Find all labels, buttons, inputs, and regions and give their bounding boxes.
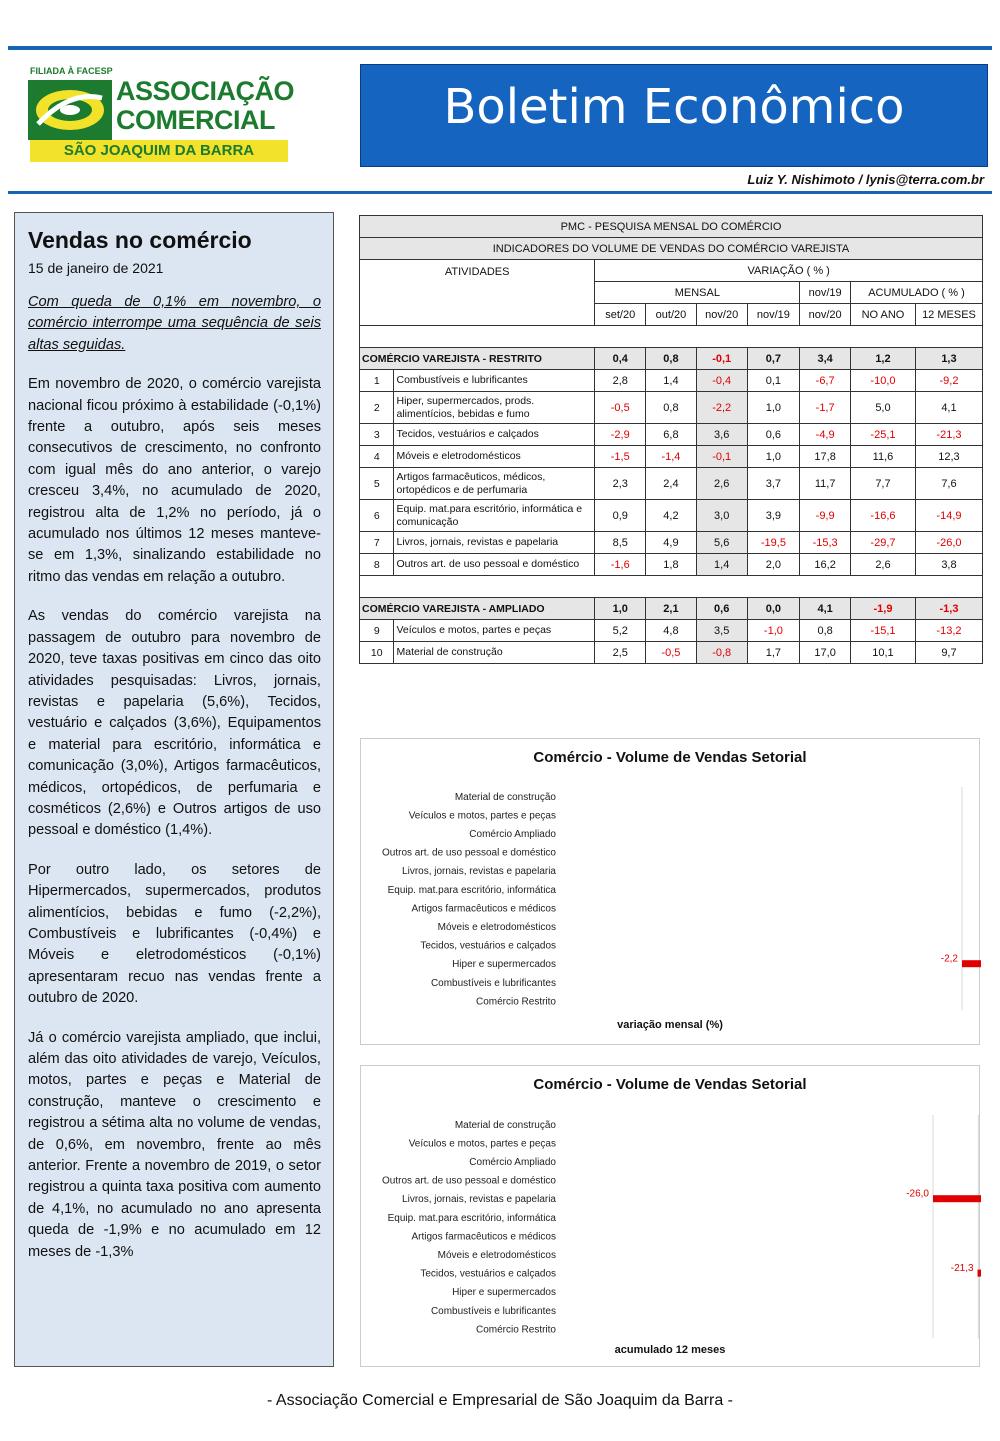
- cell-value: 2,6: [851, 554, 916, 576]
- category-label: Artigos farmacêuticos e médicos: [411, 903, 556, 915]
- cell-value: 12,3: [915, 446, 982, 468]
- cell-value: -9,2: [915, 370, 982, 392]
- cell-value: 3,6: [696, 424, 747, 446]
- logo-line2: COMERCIAL: [116, 105, 275, 135]
- column-header: 12 MESES: [915, 304, 982, 326]
- row-activity: Livros, jornais, revistas e papelaria: [394, 532, 595, 554]
- row-activity: Hiper, supermercados, prods. alimentícios, bebidas e fumo: [394, 392, 595, 424]
- chart-xlabel: acumulado 12 meses: [614, 1344, 726, 1356]
- data-label: -21,3: [950, 1263, 974, 1275]
- cell-value: 0,8: [646, 348, 697, 370]
- cell-value: 3,9: [747, 500, 800, 532]
- bar: [933, 1195, 981, 1202]
- cell-value: 4,1: [800, 598, 851, 620]
- row-activity: Móveis e eletrodomésticos: [394, 446, 595, 468]
- article-paragraph: Por outro lado, os setores de Hipermercados, supermercados, produtos alimentícios, bebidas e fumo (-2,2%), Combustíveis e lubrificantes (-0,4%) e Móveis e eletrodomésticos (-0,1%) apresentaram recuo nas vendas frente a outubro de 2020.: [28, 861, 321, 1007]
- logo-swirl-icon: [28, 80, 112, 140]
- cell-value: 0,8: [800, 620, 851, 642]
- association-logo: [28, 66, 295, 166]
- cell-value: 1,2: [851, 348, 916, 370]
- cell-value: 4,2: [646, 500, 697, 532]
- cell-value: -25,1: [851, 424, 916, 446]
- chart-xlabel: variação mensal (%): [617, 1019, 723, 1031]
- table-row: [360, 446, 983, 468]
- cell-value: -2,9: [595, 424, 646, 446]
- cell-value: 3,4: [800, 348, 851, 370]
- row-number: 3: [360, 424, 394, 446]
- cell-value: 5,2: [595, 620, 646, 642]
- table-row: [360, 642, 983, 664]
- article-lead: Com queda de 0,1% em novembro, o comércio interrompe uma sequência de seis altas seguidas.: [28, 294, 321, 353]
- chart-monthly-svg: [361, 739, 981, 1046]
- table-summary-row: [360, 348, 983, 370]
- cell-value: 2,5: [595, 642, 646, 664]
- column-header: nov/20: [800, 304, 851, 326]
- category-label: Hiper e supermercados: [452, 1287, 556, 1299]
- cell-value: 17,8: [800, 446, 851, 468]
- pmc-table: [359, 215, 983, 664]
- table-row: [360, 620, 983, 642]
- logo-city: SÃO JOAQUIM DA BARRA: [30, 140, 288, 162]
- category-label: Material de construção: [454, 1119, 556, 1131]
- row-activity: Combustíveis e lubrificantes: [394, 370, 595, 392]
- cell-value: 0,7: [747, 348, 800, 370]
- cell-value: 4,9: [646, 532, 697, 554]
- cell-value: 0,9: [595, 500, 646, 532]
- cell-value: -2,2: [696, 392, 747, 424]
- cell-value: -26,0: [915, 532, 982, 554]
- cell-value: -15,1: [851, 620, 916, 642]
- cell-value: 1,0: [747, 392, 800, 424]
- cell-value: -1,0: [747, 620, 800, 642]
- cell-value: -10,0: [851, 370, 916, 392]
- cell-value: 2,8: [595, 370, 646, 392]
- cell-value: 10,1: [851, 642, 916, 664]
- cell-value: -0,8: [696, 642, 747, 664]
- cell-value: -0,1: [696, 446, 747, 468]
- category-label: Comércio Restrito: [475, 996, 556, 1008]
- spacer-row: [360, 576, 983, 598]
- row-number: 7: [360, 532, 394, 554]
- cell-value: -0,1: [696, 348, 747, 370]
- cell-value: 0,0: [747, 598, 800, 620]
- cell-value: -16,6: [851, 500, 916, 532]
- category-label: Combustíveis e lubrificantes: [430, 1305, 556, 1317]
- category-label: Livros, jornais, revistas e papelaria: [402, 1194, 556, 1206]
- table-row: [360, 468, 983, 500]
- table-row: [360, 370, 983, 392]
- table-row: [360, 532, 983, 554]
- summary-label: COMÉRCIO VAREJISTA - RESTRITO: [360, 348, 595, 370]
- chart-title: Comércio - Volume de Vendas Setorial: [533, 749, 807, 766]
- cell-value: -0,5: [646, 642, 697, 664]
- category-label: Tecidos, vestuários e calçados: [420, 940, 556, 952]
- cell-value: 2,3: [595, 468, 646, 500]
- category-label: Móveis e eletrodomésticos: [437, 1250, 556, 1261]
- row-activity: Material de construção: [394, 642, 595, 664]
- category-label: Veículos e motos, partes e peças: [408, 1138, 556, 1150]
- cell-value: -14,9: [915, 500, 982, 532]
- chart-title: Comércio - Volume de Vendas Setorial: [533, 1076, 807, 1093]
- cell-value: -21,3: [915, 424, 982, 446]
- table-subtitle: INDICADORES DO VOLUME DE VENDAS DO COMÉRCIO VAREJISTA: [360, 238, 983, 260]
- row-number: 9: [360, 620, 394, 642]
- chart-12-months-svg: [361, 1066, 981, 1368]
- spacer-row: [360, 326, 983, 348]
- category-label: Livros, jornais, revistas e papelaria: [402, 866, 556, 878]
- column-header: nov/19: [747, 304, 800, 326]
- row-activity: Artigos farmacêuticos, médicos, ortopédicos e de perfumaria: [394, 468, 595, 500]
- cell-value: 4,8: [646, 620, 697, 642]
- cell-value: 0,8: [646, 392, 697, 424]
- summary-label: COMÉRCIO VAREJISTA - AMPLIADO: [360, 598, 595, 620]
- cell-value: 1,7: [747, 642, 800, 664]
- table-title: PMC - PESQUISA MENSAL DO COMÉRCIO: [360, 216, 983, 238]
- category-label: Outros art. de uso pessoal e doméstico: [382, 1175, 556, 1187]
- cell-value: 16,2: [800, 554, 851, 576]
- row-activity: Veículos e motos, partes e peças: [394, 620, 595, 642]
- chart-monthly: [360, 738, 980, 1045]
- category-label: Tecidos, vestuários e calçados: [420, 1268, 556, 1280]
- cell-value: 5,0: [851, 392, 916, 424]
- category-label: Equip. mat.para escritório, informática: [387, 884, 556, 896]
- article-panel: [14, 212, 334, 1367]
- category-label: Combustíveis e lubrificantes: [430, 977, 556, 989]
- cell-value: 3,0: [696, 500, 747, 532]
- cell-value: -9,9: [800, 500, 851, 532]
- row-number: 6: [360, 500, 394, 532]
- cell-value: 3,7: [747, 468, 800, 500]
- cell-value: -13,2: [915, 620, 982, 642]
- footer: - Associação Comercial e Empresarial de São Joaquim da Barra -: [267, 1392, 733, 1409]
- cell-value: -6,7: [800, 370, 851, 392]
- cell-value: 7,7: [851, 468, 916, 500]
- cell-value: -4,9: [800, 424, 851, 446]
- table-summary-row: [360, 598, 983, 620]
- author-credit: Luiz Y. Nishimoto / lynis@terra.com.br: [747, 172, 984, 187]
- logo-tagline: FILIADA À FACESP: [30, 66, 113, 76]
- cell-value: -15,3: [800, 532, 851, 554]
- row-activity: Outros art. de uso pessoal e doméstico: [394, 554, 595, 576]
- chart-12-months: [360, 1065, 980, 1367]
- monthly-header: MENSAL: [595, 282, 800, 304]
- variation-header: VARIAÇÃO ( % ): [595, 260, 983, 282]
- bar: [962, 960, 981, 967]
- row-number: 10: [360, 642, 394, 664]
- logo-line1: ASSOCIAÇÃO: [116, 76, 295, 106]
- cell-value: 8,5: [595, 532, 646, 554]
- table-row: [360, 424, 983, 446]
- top-rule: [8, 46, 992, 50]
- article-paragraph: Em novembro de 2020, o comércio varejista nacional ficou próximo à estabilidade (-0,1%) frente a outubro, após seis meses consecutivos de crescimento, no confronto com igual mês do ano anterior, o varejo cresceu 3,4%, no acumulado de 2020, registrou alta de 1,2% no período, já o acumulado nos últimos 12 meses manteve-se em 1,3%, sinalizando estabilidade no ritmo das vendas em relação a outubro.: [28, 376, 321, 585]
- category-label: Móveis e eletrodomésticos: [437, 922, 556, 933]
- category-label: Artigos farmacêuticos e médicos: [411, 1231, 556, 1243]
- cell-value: 1,4: [646, 370, 697, 392]
- row-number: 1: [360, 370, 394, 392]
- row-number: 4: [360, 446, 394, 468]
- cell-value: 11,6: [851, 446, 916, 468]
- cell-value: 4,1: [915, 392, 982, 424]
- table-row: [360, 392, 983, 424]
- cell-value: 1,0: [747, 446, 800, 468]
- column-header: NO ANO: [851, 304, 916, 326]
- cell-value: 1,8: [646, 554, 697, 576]
- bar: [978, 1270, 981, 1277]
- row-activity: Tecidos, vestuários e calçados: [394, 424, 595, 446]
- column-header: out/20: [646, 304, 697, 326]
- cell-value: -0,5: [595, 392, 646, 424]
- cell-value: 2,4: [646, 468, 697, 500]
- row-number: 5: [360, 468, 394, 500]
- category-label: Equip. mat.para escritório, informática: [387, 1212, 556, 1224]
- category-label: Veículos e motos, partes e peças: [408, 810, 556, 822]
- cell-value: -1,9: [851, 598, 916, 620]
- cell-value: 0,6: [696, 598, 747, 620]
- table-row: [360, 554, 983, 576]
- title-banner: [360, 64, 988, 167]
- nov19-header: nov/19: [800, 282, 851, 304]
- cell-value: 2,1: [646, 598, 697, 620]
- cell-value: -1,6: [595, 554, 646, 576]
- category-label: Outros art. de uso pessoal e doméstico: [382, 847, 556, 859]
- cell-value: 3,5: [696, 620, 747, 642]
- article-title: Vendas no comércio: [28, 227, 252, 253]
- column-header: set/20: [595, 304, 646, 326]
- cell-value: 2,6: [696, 468, 747, 500]
- row-activity: Equip. mat.para escritório, informática e comunicação: [394, 500, 595, 532]
- table-row: [360, 500, 983, 532]
- category-label: Comércio Restrito: [475, 1324, 556, 1336]
- cell-value: -1,4: [646, 446, 697, 468]
- data-label: -2,2: [940, 953, 958, 965]
- cell-value: 3,8: [915, 554, 982, 576]
- column-header: nov/20: [696, 304, 747, 326]
- cell-value: 17,0: [800, 642, 851, 664]
- cell-value: 1,0: [595, 598, 646, 620]
- article-paragraph: Já o comércio varejista ampliado, que inclui, além das oito atividades de varejo, Veículos, motos, partes e peças e Material de construção, manteve o crescimento e registrou a sétima alta no volume de vendas, de 0,6%, em novembro, frente ao mês anterior. Frente a novembro de 2019, o setor registrou a quinta taxa positiva com aumento de 4,1%, no acumulado no ano apresenta queda de -1,9% e no acumulado em 12 meses de -1,3%: [28, 1029, 321, 1260]
- article-date: 15 de janeiro de 2021: [28, 260, 164, 276]
- category-label: Material de construção: [454, 791, 556, 803]
- category-label: Comércio Ampliado: [469, 829, 556, 840]
- cell-value: -1,5: [595, 446, 646, 468]
- cell-value: 6,8: [646, 424, 697, 446]
- category-label: Comércio Ampliado: [469, 1157, 556, 1168]
- article-paragraph: As vendas do comércio varejista na passagem de outubro para novembro de 2020, teve taxas positivas em cinco das oito atividades pesquisadas: Livros, jornais, revistas e papelaria (5,6%), Tecidos, vestuário e calçados (3,6%), Equipamentos e material para escritório, informática e comunicação (3,0%), Artigos farmacêuticos, médicos, ortopédicos, de perfumaria e cosméticos (2,6%) e Outros artigos de uso pessoal e doméstico (1,4%).: [28, 608, 321, 839]
- cell-value: -1,3: [915, 598, 982, 620]
- cell-value: -29,7: [851, 532, 916, 554]
- cell-value: 7,6: [915, 468, 982, 500]
- cell-value: 0,4: [595, 348, 646, 370]
- cell-value: 1,4: [696, 554, 747, 576]
- cell-value: 1,3: [915, 348, 982, 370]
- data-label: -26,0: [906, 1188, 929, 1200]
- cell-value: -1,7: [800, 392, 851, 424]
- row-number: 8: [360, 554, 394, 576]
- cell-value: 2,0: [747, 554, 800, 576]
- cell-value: 11,7: [800, 468, 851, 500]
- cell-value: -19,5: [747, 532, 800, 554]
- page-title: Boletim Econômico: [443, 79, 905, 135]
- cell-value: 9,7: [915, 642, 982, 664]
- category-label: Hiper e supermercados: [452, 959, 556, 971]
- header-rule: [8, 191, 992, 194]
- accumulated-header: ACUMULADO ( % ): [851, 282, 983, 304]
- activities-header: ATIVIDADES: [360, 260, 595, 326]
- cell-value: -0,4: [696, 370, 747, 392]
- cell-value: 0,1: [747, 370, 800, 392]
- cell-value: 5,6: [696, 532, 747, 554]
- cell-value: 0,6: [747, 424, 800, 446]
- row-number: 2: [360, 392, 394, 424]
